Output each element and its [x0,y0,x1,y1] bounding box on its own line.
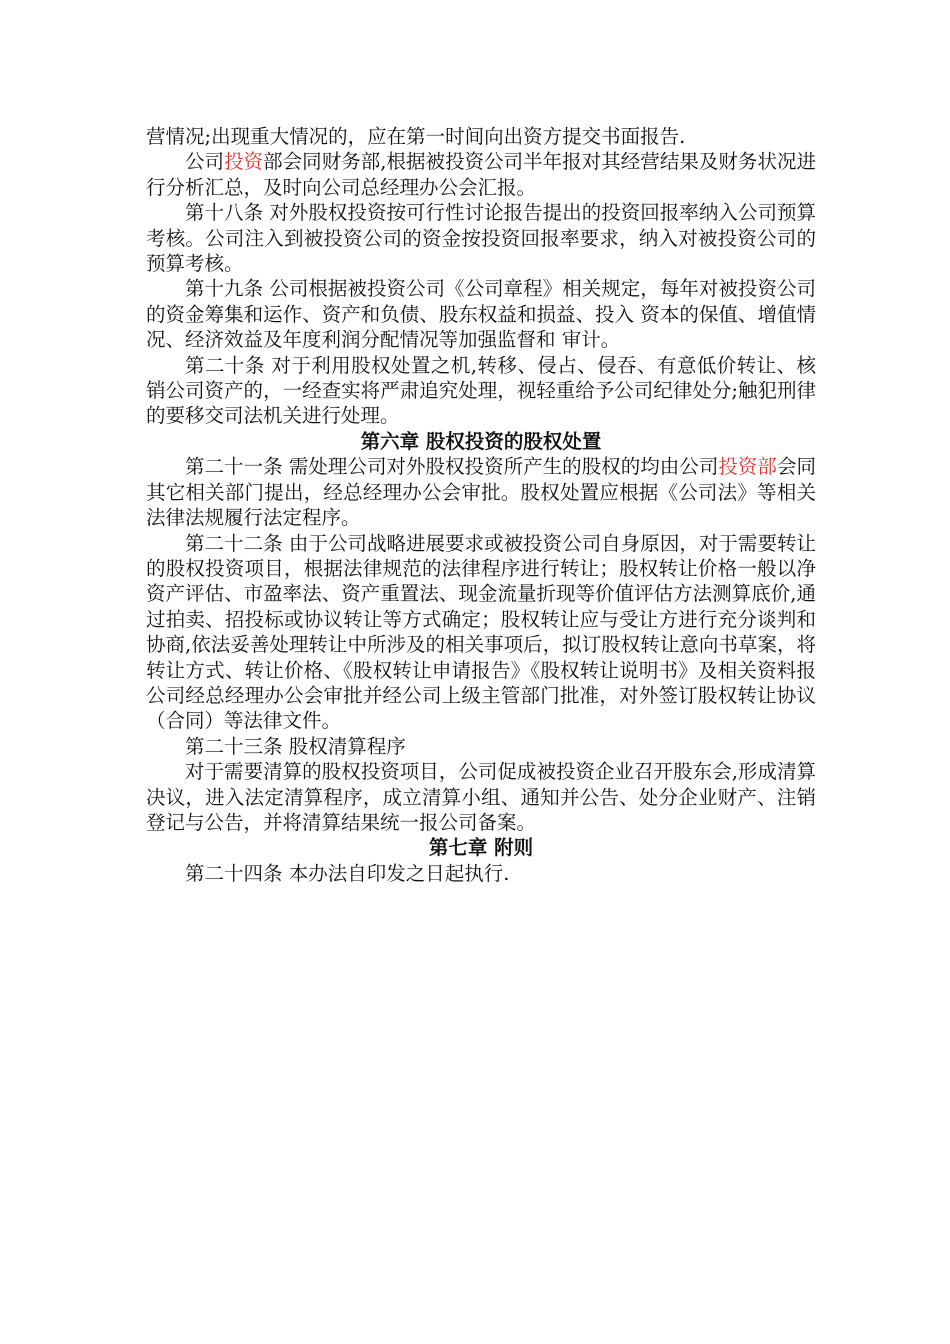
chapter-6-heading: 第六章 股权投资的股权处置 [360,429,602,453]
highlighted-term: 投资部 [718,455,777,479]
paragraph-text: 公司 [185,150,225,174]
paragraph-text: 部会同财务部,根据被投资公司半年报对其经营结果及财务状况进行分析汇总，及时向公司总经理办公会汇报。 [146,150,816,199]
highlighted-term: 投资 [224,150,264,174]
paragraph-half-year-analysis [146,149,816,200]
article-21 [146,454,816,530]
article-24: 第二十四条 本办法自印发之日起执行. [185,861,510,885]
paragraph-report-requirement: 营情况;出现重大情况的，应在第一时间向出资方提交书面报告. [146,125,686,148]
article-23: 第二十三条 股权清算程序 [185,734,406,758]
article-18: 第十八条 对外股权投资按可行性讨论报告提出的投资回报率纳入公司预算考核。公司注入到被投资公司的资金按投资回报率要求，纳入对被投资公司的预算考核。 [146,201,816,276]
paragraph-liquidation: 对于需要清算的股权投资项目，公司促成被投资企业召开股东会,形成清算决议，进入法定清算程序，成立清算小组、通知并公告、处分企业财产、注销登记与公告，并将清算结果统一报公司备案。 [146,760,816,834]
document-page [146,124,816,886]
article-19: 第十九条 公司根据被投资公司《公司章程》相关规定，每年对被投资公司的资金筹集和运作、资产和负债、股东权益和损益、投入 资本的保值、增值情况、经济效益及年度利润分配情况等加强监督和 审计。 [146,277,816,352]
article-20: 第二十条 对于利用股权处置之机,转移、侵占、侵吞、有意低价转让、核销公司资产的，一经查实将严肃追究处理，视轻重给予公司纪律处分;触犯刑律的要移交司法机关进行处理。 [146,353,816,428]
chapter-7-heading: 第七章 附则 [428,836,534,860]
paragraph-text: 会同其它相关部门提出，经总经理办公会审批。股权处置应根据《公司法》等相关法律法规履行法定程序。 [146,455,816,530]
article-22: 第二十二条 由于公司战略进展要求或被投资公司自身原因，对于需要转让的股权投资项目，根据法律规范的法律程序进行转让；股权转让价格一般以净资产评估、市盈率法、资产重置法、现金流量折现等价值评估方法测算底价,通过拍卖、招投标或协议转让等方式确定；股权转让应与受让方进行充分谈判和协商,依法妥善处理转让中所涉及的相关事项后，拟订股权转让意向书草案，将转让方式、转让价格、《股权转让申请报告》《股权转让说明书》及相关资料报公司经总经理办公会审批并经公司上级主管部门批准，对外签订股权转让协议 （合同）等法律文件。 [146,531,816,733]
paragraph-text: 第二十一条 需处理公司对外股权投资所产生的股权的均由公司 [185,455,719,479]
